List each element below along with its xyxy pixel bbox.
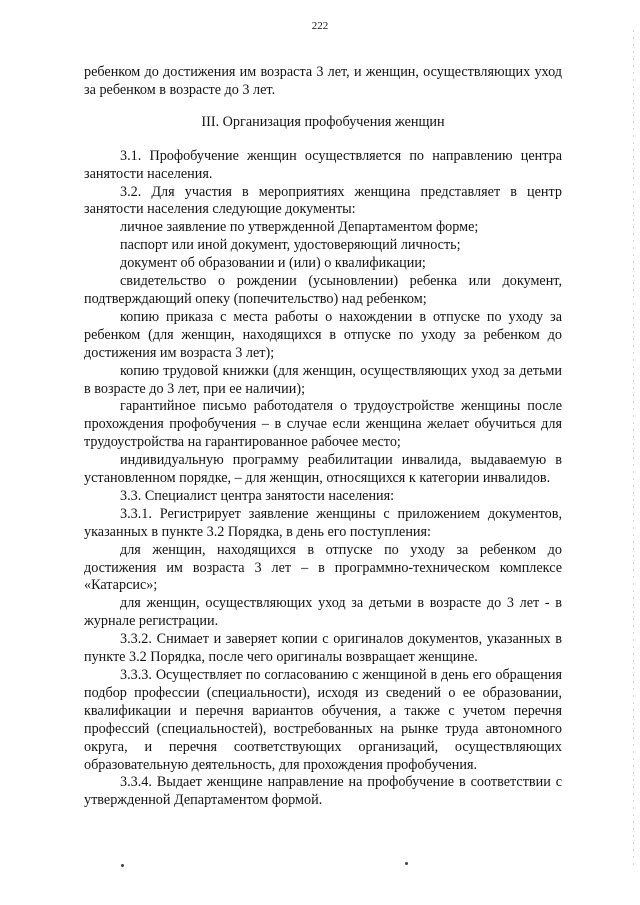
page-number: 222 [311,20,329,32]
document-list-item: копию трудовой книжки (для женщин, осуществляющих уход за детьми в возрасте до 3 лет, при ее наличии); [84,362,562,397]
paragraph-3-3-4: 3.3.4. Выдает женщине направление на профобучение в соответствии с утвержденной Департаментом формой. [84,774,562,809]
scan-marks [0,860,640,870]
document-list-item: свидетельство о рождении (усыновлении) ребенка или документ, подтверждающий опеку (попечительство) над ребенком; [84,273,562,307]
scan-dot [405,862,408,865]
paragraph-3-3-3: 3.3.3. Осуществляет по согласованию с женщиной в день его обращения подбор профессии (специальности), исходя из сведений о ее образовании, квалификации и перечня вариантов обучения, а также с учетом перечня профессий (специальностей), востребованных на рынке труда автономного округа, и перечня соответствующих организаций, осуществляющих образовательную деятельность, для прохождения профобучения. [84,667,562,773]
paragraph-3-1: 3.1. Профобучение женщин осуществляется по направлению центра занятости населения. [84,147,562,182]
paragraph-3-3-2: 3.3.2. Снимает и заверяет копии с оригиналов документов, указанных в пункте 3.2 Порядка, после чего оригиналы возвращает женщине. [84,631,562,666]
paragraph-3-2: 3.2. Для участия в мероприятиях женщина представляет в центр занятости населения следующие документы: [84,183,562,218]
document-list-item: паспорт или иной документ, удостоверяющий личность; [120,237,461,254]
paragraph-3-3: 3.3. Специалист центра занятости населения: [120,487,395,504]
document-list-item: гарантийное письмо работодателя о трудоустройстве женщины после прохождения профобучения – в случае если женщина желает обучиться для трудоустройства на гарантированное рабочее место; [84,398,562,451]
document-list-item: документ об образовании и (или) о квалификации; [120,255,426,272]
scan-edge-artifact [633,30,634,870]
document-body [84,64,562,810]
document-list-item: индивидуальную программу реабилитации инвалида, выдаваемую в установленном порядке, – для женщин, относящихся к категории инвалидов. [84,452,562,487]
paragraph-continuation: ребенком до достижения им возраста 3 лет, и женщин, осуществляющих уход за ребенком в возрасте до 3 лет. [84,64,562,98]
paragraph-3-3-1: 3.3.1. Регистрирует заявление женщины с приложением документов, указанных в пункте 3.2 Порядка, в день его поступления: [84,505,562,540]
document-list-item: личное заявление по утвержденной Департаментом форме; [120,219,479,236]
scan-dot [121,864,124,867]
registration-item: для женщин, находящихся в отпуске по уходу за ребенком до достижения им возраста 3 лет – в программно-техническом комплексе «Катарсис»; [84,541,562,594]
document-list-item: копию приказа с места работы о нахождении в отпуске по уходу за ребенком (для женщин, находящихся в отпуске по уходу за ребенком до достижения им возраста 3 лет); [84,308,562,361]
section-heading: III. Организация профобучения женщин [201,113,445,130]
registration-item: для женщин, осуществляющих уход за детьми в возрасте до 3 лет - в журнале регистрации. [84,595,562,630]
